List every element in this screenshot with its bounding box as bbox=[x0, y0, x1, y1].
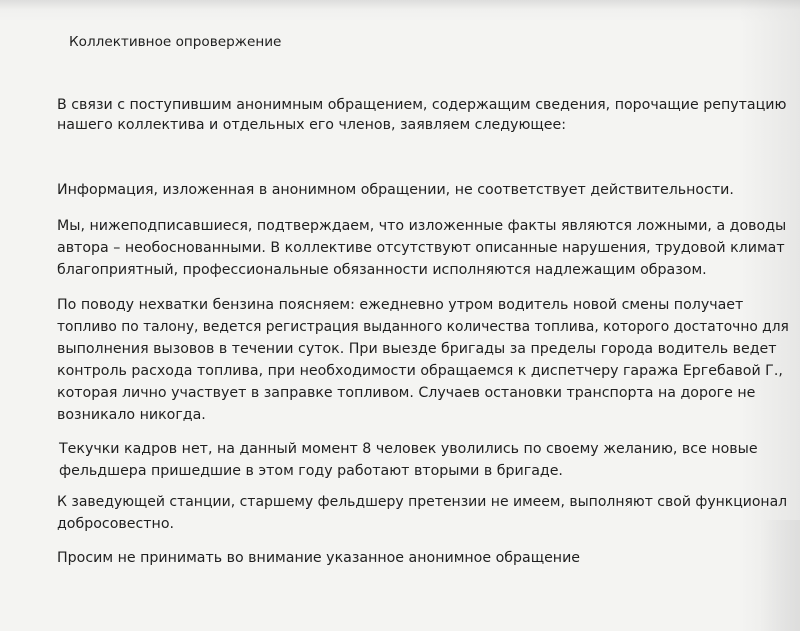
paragraph-6-line-1: К заведующей станции, старшему фельдшеру претензии не имеем, выполняют свой функционал bbox=[57, 494, 788, 510]
paragraph-5-line-2: фельдшера пришедшие в этом году работают вторыми в бригаде. bbox=[59, 463, 563, 479]
paragraph-4-line-2: топливо по талону, ведется регистрация выданного количества топлива, которого достаточно для bbox=[57, 319, 789, 335]
paragraph-4-line-6: возникало никогда. bbox=[57, 407, 206, 423]
paragraph-4-line-5: которая лично участвует в заправке топливом. Случаев остановки транспорта на дороге не bbox=[57, 385, 756, 401]
paragraph-1-line-1: В связи с поступившим анонимным обращением, содержащим сведения, порочащие репутацию bbox=[57, 97, 787, 113]
document-title: Коллективное опровержение bbox=[69, 34, 282, 50]
paragraph-3-line-1: Мы, нижеподписавшиеся, подтверждаем, что изложенные факты являются ложными, а доводы bbox=[57, 218, 787, 234]
scan-edge-shadow bbox=[760, 520, 800, 631]
paragraph-3-line-2: автора – необоснованными. В коллективе отсутствуют описанные нарушения, трудовой климат bbox=[57, 240, 785, 256]
paragraph-3-line-3: благоприятный, профессиональные обязанности исполняются надлежащим образом. bbox=[57, 262, 707, 278]
paragraph-4-line-4: контроль расхода топлива, при необходимости обращаемся к диспетчеру гаража Ергебавой Г., bbox=[57, 363, 783, 379]
paragraph-4-line-3: выполнения вызовов в течении суток. При выезде бригады за пределы города водитель ведет bbox=[57, 341, 777, 357]
paragraph-6-line-2: добросовестно. bbox=[57, 516, 175, 532]
paragraph-7-line-1: Просим не принимать во внимание указанное анонимное обращение bbox=[57, 550, 581, 566]
paragraph-2-line-1: Информация, изложенная в анонимном обращении, не соответствует действительности. bbox=[57, 182, 734, 198]
paragraph-4-line-1: По поводу нехватки бензина поясняем: ежедневно утром водитель новой смены получает bbox=[57, 297, 744, 313]
paragraph-1-line-2: нашего коллектива и отдельных его членов, заявляем следующее: bbox=[57, 117, 566, 133]
paragraph-5-line-1: Текучки кадров нет, на данный момент 8 человек уволились по своему желанию, все новые bbox=[59, 441, 758, 457]
